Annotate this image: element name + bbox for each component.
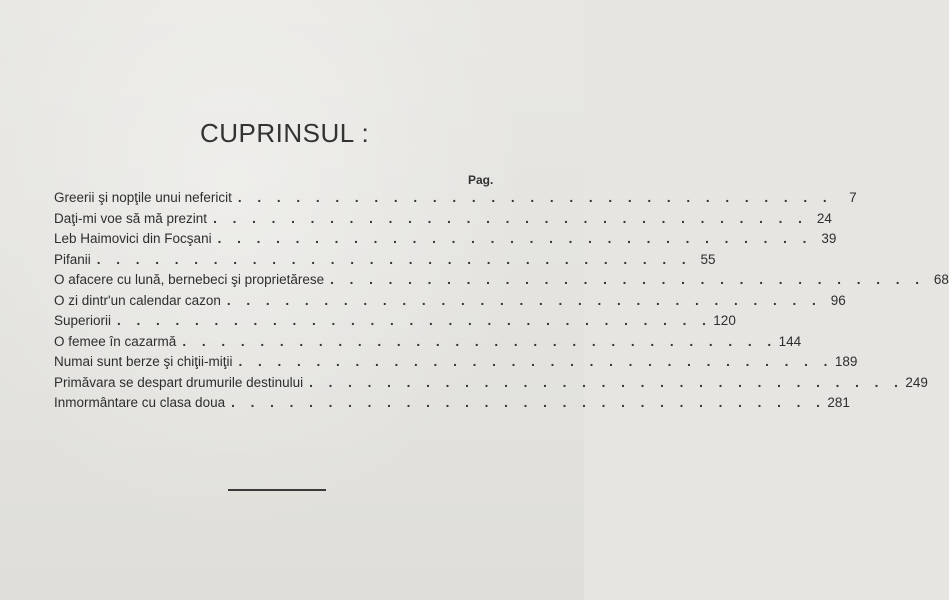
toc-entry-page: 24 xyxy=(816,210,832,226)
dot-leader: . . . . . . . . . . . . . . . . . . . . . . . . . . . . . . . xyxy=(117,313,712,328)
toc-entry-title: Daţi-mi voe să mă prezint xyxy=(54,210,208,226)
toc-entry xyxy=(54,210,832,232)
toc-entry-title: O zi dintr'un calendar cazon xyxy=(54,292,221,308)
dot-leader: . . . . . . . . . . . . . . . . . . . . . . . . . . . . . . . xyxy=(226,292,822,308)
dot-leader: . . . . . . . . . . . . . . . . . . . . . . . . . . . . . . . xyxy=(182,333,778,349)
toc-entry-title: Numai sunt berze şi chiţii-miţii xyxy=(54,354,233,369)
toc-entry-page: 281 xyxy=(827,395,850,410)
toc-entry xyxy=(54,374,928,396)
toc-entry-title: Leb Haimovici din Focşani xyxy=(54,231,212,246)
divider-rule xyxy=(228,489,326,491)
toc-entry-page: 144 xyxy=(778,333,802,349)
toc-entry xyxy=(54,292,846,314)
toc-entry-page: 39 xyxy=(821,231,837,246)
toc-entry xyxy=(54,354,858,375)
toc-entry-title: Primăvara se despart drumurile destinului xyxy=(54,374,304,390)
dot-leader: . . . . . . . . . . . . . . . . . . . . . . . . . . . . . . . xyxy=(309,374,904,390)
toc-entry xyxy=(54,231,837,252)
toc-entry-page: 7 xyxy=(849,190,857,205)
dot-leader: . . . . . . . . . . . . . . . . . . . . . . . . . . . . . . . xyxy=(96,251,692,267)
toc-entry-page: 249 xyxy=(905,374,928,390)
dot-leader: . . . . . . . . . . . . . . . . . . . . . . . . . . . . . . . xyxy=(213,210,808,226)
toc-entry-title: O afacere cu lună, bernebeci şi proprietărese xyxy=(54,272,325,287)
dot-leader: . . . . . . . . . . . . . . . . . . . . . . . . . . . . . . . xyxy=(231,395,826,410)
table-of-contents xyxy=(54,190,949,416)
dot-leader: . . . . . . . . . . . . . . . . . . . . . . . . . . . . . . . xyxy=(237,190,833,205)
toc-entry-title: Superiorii xyxy=(54,313,112,328)
dot-leader: . . . . . . . . . . . . . . . . . . . . . . . . . . . . . . . xyxy=(217,231,813,246)
toc-entry-title: Greerii şi nopţile unui nefericit xyxy=(54,190,232,205)
toc-entry xyxy=(54,272,949,293)
toc-entry-title: Pifanii xyxy=(54,251,91,267)
toc-entry-title: O femee în cazarmă xyxy=(54,333,177,349)
dot-leader: . . . . . . . . . . . . . . . . . . . . . . . . . . . . . . . xyxy=(330,272,925,287)
toc-entry-page: 189 xyxy=(834,354,858,369)
toc-entry-page: 120 xyxy=(713,313,736,328)
toc-entry xyxy=(54,313,736,334)
toc-entry-page: 96 xyxy=(830,292,846,308)
toc-entry xyxy=(54,333,802,355)
toc-entry xyxy=(54,251,716,273)
toc-entry-page: 55 xyxy=(700,251,716,267)
toc-entry-page: 68 xyxy=(933,272,949,287)
dot-leader: . . . . . . . . . . . . . . . . . . . . . . . . . . . . . . . xyxy=(238,354,834,369)
page-column-label: Pag. xyxy=(468,173,494,187)
page-title: CUPRINSUL : xyxy=(200,118,370,148)
toc-entry xyxy=(54,190,857,211)
toc-entry xyxy=(54,395,850,416)
toc-entry-title: Inmormântare cu clasa doua xyxy=(54,395,226,410)
